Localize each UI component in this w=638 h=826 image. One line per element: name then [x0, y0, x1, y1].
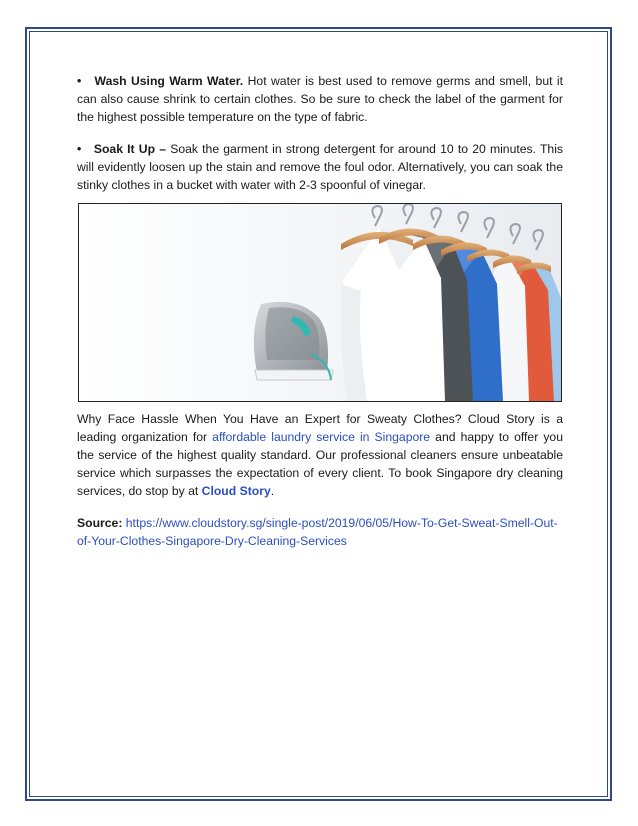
affordable-laundry-link[interactable]: affordable laundry service in Singapore	[212, 430, 431, 444]
laundry-image	[78, 203, 562, 402]
body-text-2: and happy to offer you the service of the highest quality standard. Our professional cleaners ensure unbeatable service which surpasses the expectation of every client. To book Singapore dry cleaning services, do stop by at	[77, 430, 563, 498]
source-url-link[interactable]: https://www.cloudstory.sg/single-post/2019/06/05/How-To-Get-Sweat-Smell-Out-of-Your-Clothes-Singapore-Dry-Cleaning-Services	[77, 516, 558, 548]
bullet-wash-label: Wash Using Warm Water.	[94, 74, 244, 88]
body-paragraph	[77, 410, 563, 500]
bullet-wash-text: Hot water is best used to remove germs and smell, but it can also cause shrink to certain clothes. So be sure to check the label of the garment for the highest possible temperature on the type of fabric.	[77, 74, 564, 124]
shirts-iron-illustration	[79, 204, 561, 401]
body-text-1: Why Face Hassle When You Have an Expert for Sweaty Clothes? Cloud Story is a leading organization for	[77, 412, 563, 444]
bullet-soak	[77, 140, 563, 194]
document-content	[77, 72, 563, 194]
body-text-3: .	[270, 484, 275, 498]
source-line	[77, 514, 563, 550]
cloud-story-link[interactable]: Cloud Story	[201, 484, 271, 498]
bullet-mark: •	[77, 142, 82, 156]
bullet-mark: •	[77, 74, 82, 88]
bullet-soak-label: Soak It Up –	[93, 142, 166, 156]
bullet-wash	[77, 72, 563, 126]
body-content	[77, 410, 563, 550]
source-label: Source:	[77, 516, 123, 530]
bullet-soak-text: Soak the garment in strong detergent for around 10 to 20 minutes. This will evidently loosen up the stain and remove the foul odor. Alternatively, you can soak the stinky clothes in a bucket with water with 2-3 spoonful of vinegar.	[77, 142, 563, 192]
